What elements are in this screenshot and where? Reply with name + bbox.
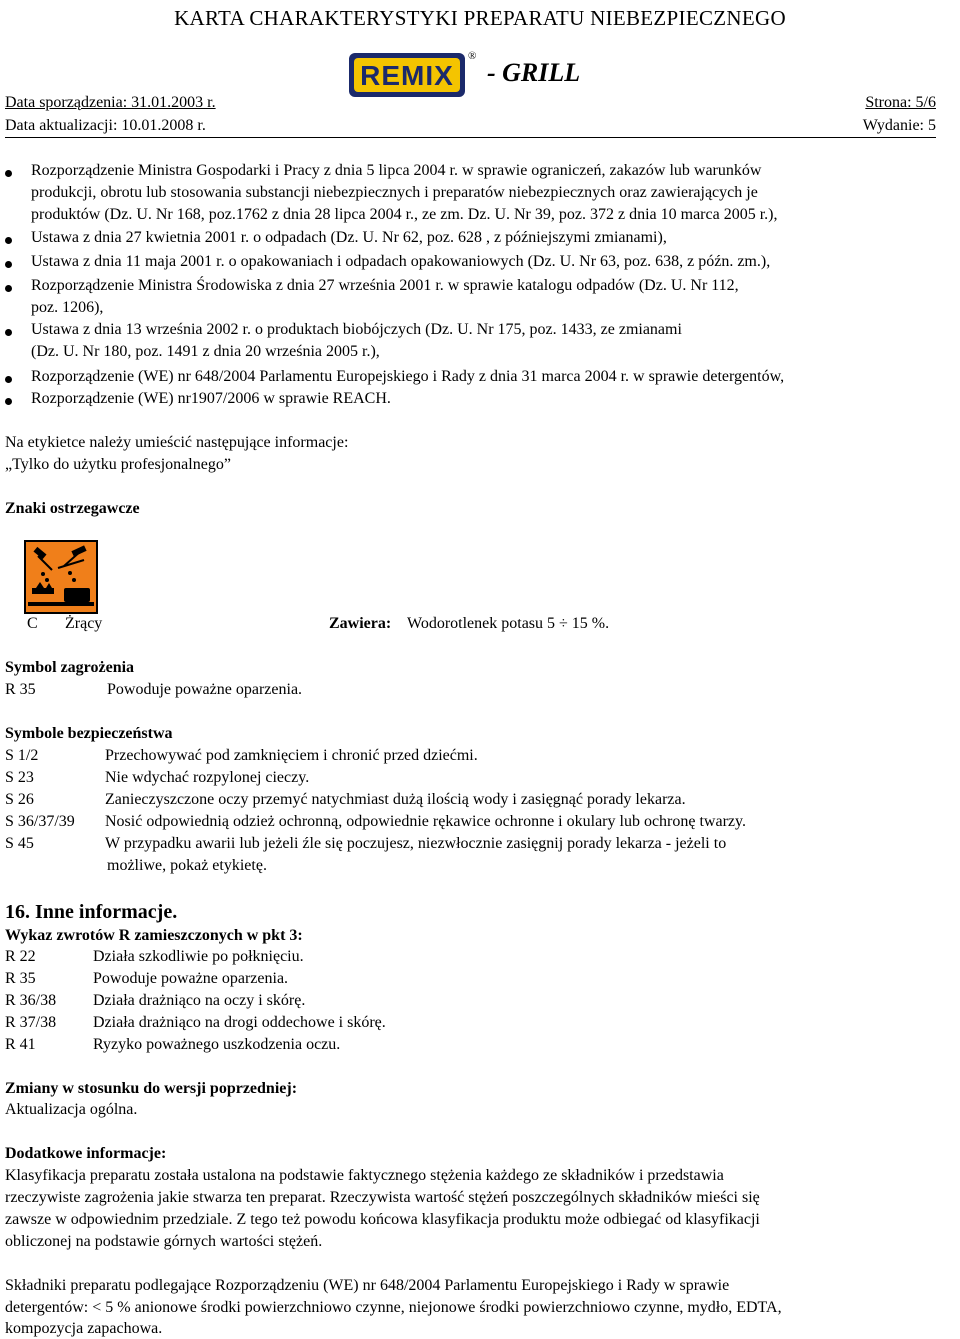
safety-code: S 23 [5,769,34,786]
additional-line: obliczonej na podstawie górnych wartości stężeń. [5,1233,323,1250]
safety-code: S 1/2 [5,747,39,764]
changes-heading: Zmiany w stosunku do wersji poprzedniej: [5,1080,298,1097]
list-item: Ustawa z dnia 13 września 2002 r. o produktach biobójczych (Dz. U. Nr 175, poz. 1433, ze zmianami [31,321,682,338]
header-divider [5,137,936,138]
bullet-icon [5,261,12,268]
changes-text: Aktualizacja ogólna. [5,1101,138,1118]
additional-line: zawsze w odpowiednim przedziale. Z tego też powodu końcowa klasyfikacja produktu może odbiegać od klasyfikacji [5,1211,760,1228]
r-text: Ryzyko poważnego uszkodzenia oczu. [93,1036,341,1053]
corrosive-hazard-icon [24,540,98,614]
hazard-heading: Symbol zagrożenia [5,659,135,676]
safety-code: S 45 [5,835,34,852]
section-16-heading: 16. Inne informacje. [5,901,178,923]
date-updated: Data aktualizacji: 10.01.2008 r. [5,117,206,134]
logo-text: REMIX [360,60,454,91]
remix-logo [348,52,466,98]
warning-heading: Znaki ostrzegawcze [5,500,140,517]
bullet-icon [5,237,12,244]
r-text: Działa szkodliwie po połknięciu. [93,948,304,965]
bullet-icon [5,376,12,383]
r-code: R 37/38 [5,1014,57,1031]
hazard-code: R 35 [5,681,36,698]
list-item: Ustawa z dnia 27 kwietnia 2001 r. o odpadach (Dz. U. Nr 62, poz. 628 , z późniejszymi zmianami), [31,229,667,246]
list-item: poz. 1206), [31,299,104,316]
list-item: Ustawa z dnia 11 maja 2001 r. o opakowaniach i odpadach opakowaniowych (Dz. U. Nr 63, poz. 638, z późn. zm.), [31,253,771,270]
additional-line: rzeczywiste zagrożenia jakie stwarza ten preparat. Rzeczywista wartość stężeń poszczególnych składników mieści się [5,1189,760,1206]
safety-heading: Symbole bezpieczeństwa [5,725,173,742]
date-created: Data sporządzenia: 31.01.2003 r. [5,94,216,111]
r-phrases-heading: Wykaz zwrotów R zamieszczonych w pkt 3: [5,927,303,944]
detergents-line: detergentów: < 5 % anionowe środki powierzchniowo czynne, niejonowe środki powierzchniowo czynne, mydło, EDTA, [5,1299,782,1316]
document-title: KARTA CHARAKTERYSTYKI PREPARATU NIEBEZPIECZNEGO [174,6,786,30]
r-code: R 41 [5,1036,36,1053]
contains-label: Zawiera: [329,615,392,632]
safety-text-continued: możliwe, pokaż etykietę. [107,857,267,874]
r-code: R 35 [5,970,36,987]
contains-value: Wodorotlenek potasu 5 ÷ 15 %. [407,615,610,632]
safety-text: Nie wdychać rozpylonej cieczy. [105,769,310,786]
detergents-line: Składniki preparatu podlegające Rozporządzeniu (WE) nr 648/2004 Parlamentu Europejskiego i Rady w sprawie [5,1277,730,1294]
list-item: Rozporządzenie (WE) nr1907/2006 w sprawie REACH. [31,390,391,407]
list-item: Rozporządzenie (WE) nr 648/2004 Parlamentu Europejskiego i Rady z dnia 31 marca 2004 r. w sprawie detergentów, [31,368,785,385]
additional-line: Klasyfikacja preparatu została ustalona na podstawie faktycznego stężenia każdego ze składników i przedstawia [5,1167,724,1184]
page-number: Strona: 5/6 [865,94,936,111]
safety-text: W przypadku awarii lub jeżeli źle się poczujesz, niezwłocznie zasięgnij porady lekarza - jeżeli to [105,835,727,852]
symbol-code: C [27,615,38,632]
additional-heading: Dodatkowe informacje: [5,1145,167,1162]
safety-code: S 36/37/39 [5,813,75,830]
list-item: Rozporządzenie Ministra Gospodarki i Pracy z dnia 5 lipca 2004 r. w sprawie ograniczeń, zakazów lub warunków [31,162,762,179]
bullet-icon [5,285,12,292]
safety-text: Przechowywać pod zamknięciem i chronić przed dziećmi. [105,747,478,764]
r-code: R 36/38 [5,992,57,1009]
label-intro: Na etykietce należy umieścić następujące informacje: [5,434,349,451]
edition: Wydanie: 5 [862,117,936,134]
hazard-text: Powoduje poważne oparzenia. [107,681,303,698]
r-code: R 22 [5,948,36,965]
list-item: Rozporządzenie Ministra Środowiska z dnia 27 września 2001 r. w sprawie katalogu odpadów (Dz. U. Nr 112, [31,277,739,294]
label-quote: „Tylko do użytku profesjonalnego” [5,456,231,473]
product-name: - GRILL [487,58,581,87]
r-text: Działa drażniąco na oczy i skórę. [93,992,306,1009]
r-text: Powoduje poważne oparzenia. [93,970,289,987]
r-text: Działa drażniąco na drogi oddechowe i skórę. [93,1014,386,1031]
list-item: (Dz. U. Nr 180, poz. 1491 z dnia 20 września 2005 r.), [31,343,380,360]
safety-text: Nosić odpowiednią odzież ochronną, odpowiednie rękawice ochronne i okulary lub ochronę twarzy. [105,813,746,830]
symbol-name: Żrący [65,615,103,632]
bullet-icon [5,329,12,336]
safety-text: Zanieczyszczone oczy przemyć natychmiast dużą ilością wody i zasięgnąć porady lekarza. [105,791,686,808]
detergents-line: kompozycja zapachowa. [5,1320,163,1337]
safety-code: S 26 [5,791,34,808]
list-item: produktów (Dz. U. Nr 168, poz.1762 z dnia 28 lipca 2004 r., ze zm. Dz. U. Nr 39, poz. 372 z dnia 10 marca 2005 r.), [31,206,778,223]
list-item: produkcji, obrotu lub stosowania substancji niebezpiecznych i preparatów niebezpiecznych oraz zawierających je [31,184,758,201]
bullet-icon [5,170,12,177]
bullet-icon [5,398,12,405]
registered-mark: ® [468,50,477,62]
